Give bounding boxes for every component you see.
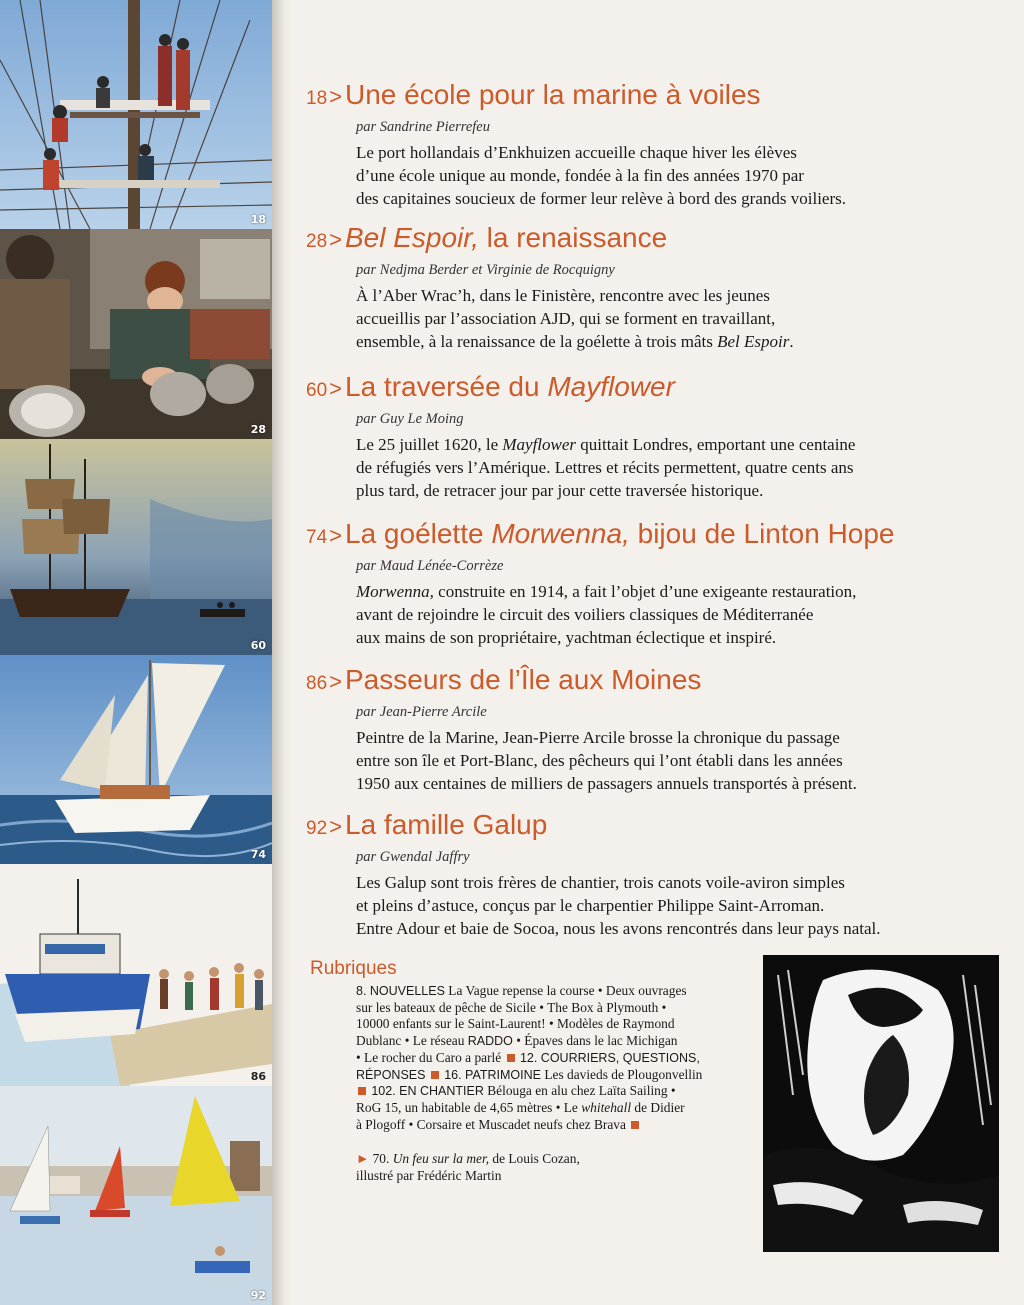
rubrique-line xyxy=(356,1033,716,1050)
rubrique-link-reponses[interactable]: RÉPONSES xyxy=(356,1067,426,1082)
byline: par Sandrine Pierrefeu xyxy=(356,119,490,135)
title-text: Passeurs de l’Île aux Moines xyxy=(345,664,702,695)
photo-mayflower-painting xyxy=(0,439,272,657)
rubrique-text: RADDO xyxy=(467,1034,513,1049)
summary-line: et pleins d’astuce, conçus par le charpentier Philippe Saint-Arroman. xyxy=(356,896,825,915)
title-italic: Morwenna, xyxy=(491,518,630,549)
article-title[interactable] xyxy=(306,221,946,259)
title-text: La famille Galup xyxy=(345,809,548,840)
rubrique-text: de Didier xyxy=(631,1099,685,1115)
summary xyxy=(356,726,946,795)
feature-number: 70. xyxy=(369,1151,393,1166)
rubrique-line xyxy=(356,1100,716,1117)
title-text: La traversée du xyxy=(345,371,548,402)
square-bullet-icon xyxy=(431,1071,439,1079)
rubrique-line xyxy=(356,1083,716,1100)
rubriques-list xyxy=(356,983,716,1133)
photo-workshop xyxy=(0,229,272,441)
article-18[interactable] xyxy=(306,78,946,210)
summary xyxy=(356,433,946,502)
rubrique-line xyxy=(356,1067,716,1084)
summary-line xyxy=(356,433,946,456)
photo-sailors-aloft xyxy=(0,0,272,231)
summary-line: plus tard, de retracer jour par jour cette traversée historique. xyxy=(356,481,764,500)
summary-text: Le 25 juillet 1620, le xyxy=(356,435,503,454)
article-title[interactable] xyxy=(306,78,946,116)
feature-line xyxy=(356,1150,580,1167)
summary-line xyxy=(356,580,946,603)
summary-line: À l’Aber Wrac’h, dans le Finistère, rencontre avec les jeunes xyxy=(356,286,770,305)
summary xyxy=(356,580,946,649)
summary-line: de réfugiés vers l’Amérique. Lettres et récits permettent, quatre cents ans xyxy=(356,458,854,477)
photo-ferry-watercolor xyxy=(0,864,272,1088)
chevron-right-icon: > xyxy=(329,523,342,548)
article-title[interactable] xyxy=(306,808,946,846)
rubrique-line: sur les bateaux de pêche de Sicile • The Box à Plymouth • xyxy=(356,999,667,1015)
photo-page-number: 86 xyxy=(250,1070,266,1083)
rubrique-link-nouvelles[interactable]: 8. NOUVELLES xyxy=(356,984,445,998)
rubrique-line xyxy=(356,983,716,1000)
summary-text: ensemble, à la renaissance de la goélette à trois mâts xyxy=(356,332,718,351)
summary-italic: Mayflower xyxy=(502,435,577,454)
article-title[interactable] xyxy=(306,663,946,701)
rubrique-text: Bélouga en alu chez Laïta Sailing • xyxy=(483,1083,676,1099)
byline: par Gwendal Jaffry xyxy=(356,849,470,865)
summary-italic: Morwenna, xyxy=(356,582,434,601)
summary-line: Entre Adour et baie de Socoa, nous les avons rencontrés dans leur pays natal. xyxy=(356,919,881,938)
byline: par Nedjma Berder et Virginie de Rocquigny xyxy=(356,262,615,278)
photo-page-number: 74 xyxy=(250,848,266,861)
triangle-right-icon: ► xyxy=(356,1151,370,1166)
title-italic: Mayflower xyxy=(547,371,675,402)
summary xyxy=(356,284,946,353)
photo-strip xyxy=(0,0,276,1305)
rubrique-text: RoG 15, un habitable de 4,65 mètres • Le xyxy=(356,1099,582,1115)
article-92[interactable] xyxy=(306,808,946,940)
rubrique-text: • Épaves dans le lac Michigan xyxy=(512,1033,678,1049)
chevron-right-icon: > xyxy=(329,227,342,252)
summary-text: . xyxy=(789,332,794,351)
rubrique-text: Les davieds de Plougonvellin xyxy=(540,1066,703,1082)
featured-story[interactable] xyxy=(356,1150,580,1184)
feature-title: Un feu sur la mer, xyxy=(392,1151,490,1166)
summary xyxy=(356,871,946,940)
byline: par Maud Lénée-Corrèze xyxy=(356,558,504,574)
summary-line: avant de rejoindre le circuit des voiliers classiques de Méditerranée xyxy=(356,605,814,624)
summary-line: Les Galup sont trois frères de chantier, trois canots voile-aviron simples xyxy=(356,873,845,892)
photo-page-number: 18 xyxy=(250,213,266,226)
chevron-right-icon: > xyxy=(329,84,342,109)
title-text: Une école pour la marine à voiles xyxy=(345,79,761,110)
page-number: 28 xyxy=(306,231,328,252)
title-text: la renaissance xyxy=(478,222,668,253)
byline: par Jean-Pierre Arcile xyxy=(356,704,487,720)
rubrique-link-patrimoine[interactable]: 16. PATRIMOINE xyxy=(444,1067,541,1082)
title-italic: Bel Espoir, xyxy=(345,222,479,253)
rubrique-text: • Le rocher du Caro a parlé xyxy=(356,1049,505,1065)
summary-line: 1950 aux centaines de milliers de passagers annuels transportés à présent. xyxy=(356,774,857,793)
summary-line: des capitaines soucieux de former leur relève à bord des grands voiliers. xyxy=(356,189,846,208)
summary-line: accueillis par l’association AJD, qui se forment en travaillant, xyxy=(356,309,776,328)
photo-page-number: 28 xyxy=(250,423,266,436)
page-number: 74 xyxy=(306,527,328,548)
article-86[interactable] xyxy=(306,663,946,795)
rubrique-line xyxy=(356,1117,716,1134)
summary xyxy=(356,141,946,210)
summary-italic: Bel Espoir xyxy=(717,332,790,351)
page-gutter xyxy=(272,0,292,1305)
byline: par Guy Le Moing xyxy=(356,411,464,427)
rubriques-heading: Rubriques xyxy=(310,958,397,979)
article-title[interactable] xyxy=(306,370,946,408)
article-title[interactable] xyxy=(306,517,946,555)
rubrique-line xyxy=(356,1050,716,1067)
rubrique-text: La Vague repense la course • Deux ouvrages xyxy=(444,983,687,998)
photo-sail-dinghies xyxy=(0,1086,272,1305)
title-text: La goélette xyxy=(345,518,492,549)
article-60[interactable] xyxy=(306,370,946,502)
article-28[interactable] xyxy=(306,221,946,353)
chevron-right-icon: > xyxy=(329,814,342,839)
chevron-right-icon: > xyxy=(329,376,342,401)
article-74[interactable] xyxy=(306,517,946,649)
feature-text: de Louis Cozan, xyxy=(489,1151,580,1166)
square-bullet-icon xyxy=(358,1087,366,1095)
rubrique-line: 10000 enfants sur le Saint-Laurent! • Modèles de Raymond xyxy=(356,1016,675,1032)
summary-line: aux mains de son propriétaire, yachtman éclectique et inspiré. xyxy=(356,628,777,647)
photo-morwenna-sailing xyxy=(0,655,272,866)
rubrique-italic: whitehall xyxy=(581,1099,632,1115)
summary-line: entre son île et Port-Blanc, des pêcheurs qui l’ont établi dans les années xyxy=(356,751,843,770)
page-number: 92 xyxy=(306,818,328,839)
chevron-right-icon: > xyxy=(329,669,342,694)
page-number: 18 xyxy=(306,88,328,109)
rubrique-link-en-chantier[interactable]: 102. EN CHANTIER xyxy=(371,1084,484,1099)
photo-page-number: 92 xyxy=(250,1289,266,1302)
summary-text: quittait Londres, emportant une centaine xyxy=(576,435,856,454)
summary-line xyxy=(356,330,946,353)
title-text: bijou de Linton Hope xyxy=(629,518,895,549)
square-bullet-icon xyxy=(631,1121,639,1129)
summary-line: d’une école unique au monde, fondée à la fin des années 1970 par xyxy=(356,166,804,185)
rubrique-text: à Plogoff • Corsaire et Muscadet neufs chez Brava xyxy=(356,1116,626,1132)
feature-line: illustré par Frédéric Martin xyxy=(356,1168,502,1183)
summary-line: Peintre de la Marine, Jean-Pierre Arcile brosse la chronique du passage xyxy=(356,728,840,747)
summary-line: Le port hollandais d’Enkhuizen accueille chaque hiver les élèves xyxy=(356,143,797,162)
photo-page-number: 60 xyxy=(250,639,266,652)
rubrique-link-courriers[interactable]: 12. COURRIERS, QUESTIONS, xyxy=(519,1050,700,1065)
comic-illustration xyxy=(763,955,999,1252)
page-number: 60 xyxy=(306,380,328,401)
rubrique-text: Dublanc • Le réseau xyxy=(356,1033,468,1049)
page-number: 86 xyxy=(306,673,328,694)
summary-text: construite en 1914, a fait l’objet d’une exigeante restauration, xyxy=(433,582,857,601)
square-bullet-icon xyxy=(507,1054,515,1062)
